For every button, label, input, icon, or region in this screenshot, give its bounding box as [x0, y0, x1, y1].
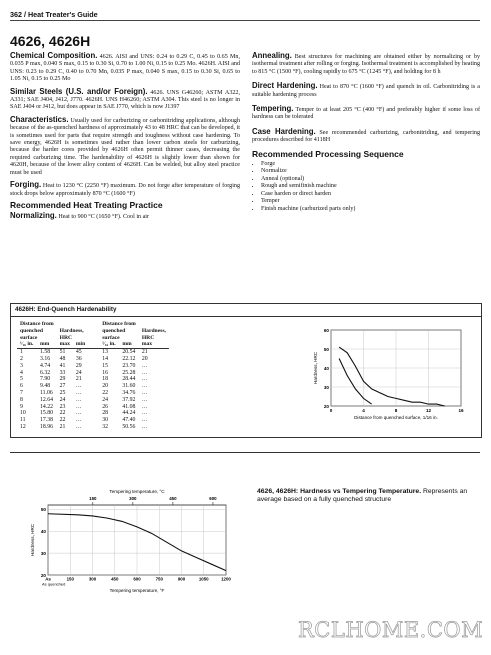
table-cell: 44.24 — [122, 410, 136, 417]
table-cell: 1.58 — [40, 349, 51, 356]
col-unit-min: min — [75, 341, 86, 348]
table-cell: … — [75, 389, 82, 396]
col-unit-mm: mm — [40, 341, 50, 348]
forging-title: Forging. — [10, 180, 42, 190]
table-cell: 3 — [20, 362, 23, 369]
table-cell: 21 — [141, 349, 148, 356]
col-head-quenched: quenched — [20, 327, 44, 334]
table-cell: 29 — [59, 376, 66, 383]
table-cell: … — [141, 369, 148, 376]
y-tick-label: 40 — [40, 529, 46, 535]
table-cell: 4 — [20, 369, 23, 376]
table-cell: … — [75, 423, 82, 430]
annealing — [252, 52, 480, 76]
case-hardening-title: Case Hardening. — [252, 126, 316, 136]
forging-text: Heat to 1230 °C (2250 °F) maximum. Do not forge after temperature of forging stock drops below approximately 870 °C (1600 °F) — [10, 183, 240, 197]
table-cell: 17.38 — [40, 417, 54, 424]
table-cell: 23 — [59, 403, 66, 410]
col-head-distance: Distance from — [20, 321, 54, 327]
col-unit-in: ¹⁄₁₆ in. — [20, 341, 34, 348]
table-cell: 12 — [20, 423, 26, 430]
table-cell: 18.96 — [40, 423, 54, 430]
tempering-caption — [257, 488, 477, 504]
table-cell: 11.06 — [40, 389, 53, 396]
chemical-composition-text: 4626. AISI and UNS: 0.24 to 0.29 C, 0.45 to 0.65 Mn, 0.035 P max, 0.040 S max, 0.15 to 0.30 Si, 0.70 to 1.00 Ni, 0.15 to 0.25 Mo. 4626H. AISI and UNS: 0.23 to 0.29 C, 0.40 to 0.70 Mn, 0.035 P max, 0.040 S max, 0.15 to 0.30 Si, 0.65 to 1.05 Ni, 0.15 to 0.25 Mo — [10, 54, 240, 83]
table-cell: 22 — [59, 417, 66, 424]
table-cell: 27 — [59, 383, 66, 390]
table-cell: 26 — [102, 403, 108, 410]
col-unit-in-2: ¹⁄₁₆ in. — [102, 341, 116, 348]
table-cell: 20 — [102, 383, 108, 390]
y-axis-label: Hardness, HRC — [313, 351, 318, 385]
table-cell: 41.08 — [122, 403, 136, 410]
annealing-text: Best structures for machining are obtained either by normalizing or by isothermal treatment after rolling or forging. Isothermal treatment is accomplished by heating to 815 °C (1500 °F), cooling rapidly to 675 °C (1245 °F), and holding for 8 h — [252, 54, 480, 75]
col-head-distance-2: Distance from — [102, 321, 136, 327]
list-item: • Case harden or direct harden — [261, 191, 480, 198]
hardenability-title: 4626H: End-Quench Hardenability — [15, 306, 117, 313]
table-cell: 28.44 — [122, 376, 136, 383]
direct-hardening — [252, 82, 480, 99]
x-tick-label: 750 — [155, 576, 163, 582]
table-cell: 6.32 — [40, 369, 51, 376]
table-cell: 13 — [102, 349, 108, 356]
table-cell: 41 — [59, 362, 66, 369]
table-cell: … — [141, 417, 148, 424]
list-item: • Finish machine (carburized parts only) — [261, 206, 480, 213]
table-cell: … — [141, 376, 148, 383]
case-hardening-text: See recommended carburizing, carbonitriding, and tempering procedures described for 4118H — [252, 129, 480, 144]
table-cell: 12.64 — [40, 396, 54, 403]
x-axis-label: Distance from quenched surface, 1/16 in. — [354, 415, 438, 420]
normalizing-text: Heat to 900 °C (1650 °F). Cool in air — [56, 214, 150, 221]
y-tick-label: 50 — [323, 346, 329, 352]
table-cell: 33 — [59, 369, 66, 376]
heat-treating-heading: Recommended Heat Treating Practice — [10, 199, 163, 210]
table-cell: … — [75, 396, 82, 403]
list-item: • Normalize — [261, 168, 480, 175]
x-tick-label: 0 — [329, 408, 333, 413]
case-hardening — [252, 128, 480, 145]
col-head-quenched-2: quenched — [102, 327, 126, 334]
table-cell: 1 — [20, 349, 23, 356]
table-cell: 14.22 — [40, 403, 54, 410]
table-cell: 45 — [75, 349, 82, 356]
header-rule — [10, 20, 480, 21]
table-row — [17, 424, 169, 431]
table-cell: … — [141, 410, 148, 417]
direct-hardening-title: Direct Hardening. — [252, 81, 318, 91]
col-head-hardness-2: Hardness, — [141, 327, 166, 334]
list-item: • Rough and semifinish machine — [261, 183, 480, 190]
page-title: 4626, 4626H — [10, 33, 91, 49]
table-cell: … — [75, 417, 82, 424]
table-cell: 48 — [59, 355, 66, 362]
table-cell: 25.28 — [122, 369, 136, 376]
table-cell: 15 — [102, 362, 108, 369]
table-cell: 21 — [59, 423, 66, 430]
table-row — [17, 370, 169, 377]
tempering-caption-text: Represents an average based on a fully quenched structure — [257, 488, 468, 503]
similar-steels — [10, 88, 240, 112]
hardenability-chart — [311, 320, 471, 432]
table-cell: 47.40 — [122, 417, 136, 424]
table-cell: … — [141, 423, 148, 430]
x-tick-label: 12 — [425, 408, 432, 413]
table-cell: 24 — [102, 396, 108, 403]
x-tick-label: 300 — [88, 576, 97, 582]
table-row — [17, 376, 169, 383]
table-row — [17, 397, 169, 404]
x-tick-label: 8 — [394, 408, 398, 413]
table-cell: 22.12 — [122, 355, 136, 362]
chemical-composition — [10, 52, 240, 84]
table-cell: … — [141, 396, 148, 403]
tempering-title: Tempering. — [252, 104, 294, 114]
table-cell: 31.60 — [122, 383, 136, 390]
table-cell: … — [141, 389, 148, 396]
tempering-chart — [28, 485, 233, 595]
table-cell: 9.48 — [40, 383, 51, 390]
table-row — [17, 410, 169, 417]
list-item: • Forge — [261, 161, 480, 168]
as-quenched-label: As quenched — [42, 581, 66, 587]
similar-steels-title: Similar Steels (U.S. and/or Foreign). — [10, 86, 148, 96]
x-tick-label: 150 — [66, 576, 74, 582]
table-cell: 25 — [59, 389, 66, 396]
table-row — [17, 349, 169, 356]
similar-steels-text: 4626. UNS G46260; ASTM A322, A331; SAE J404, J412, J770. 4626H. UNS H46260; ASTM A304. This steel is no longer in SAE J404 or J412, but does appear in SAE J770, which is now J1397 — [10, 89, 240, 111]
table-cell: 20 — [141, 355, 148, 362]
table-cell: 30 — [102, 417, 108, 424]
col-unit-mm-2: mm — [122, 341, 132, 348]
table-cell: 36 — [75, 355, 82, 362]
processing-sequence-heading: Recommended Processing Sequence — [252, 148, 404, 159]
x-tick-label: As — [45, 576, 51, 582]
table-row — [17, 404, 169, 411]
top-tick-label: 300 — [129, 496, 137, 501]
y-tick-label: 20 — [323, 403, 329, 409]
watermark: RCLHOME.COM — [298, 618, 484, 642]
col-head-blank-2 — [139, 321, 169, 328]
table-cell: 14 — [102, 355, 108, 362]
table-cell: 18 — [102, 376, 108, 383]
x-tick-label: 4 — [362, 408, 365, 413]
table-cell: … — [75, 403, 82, 410]
table-cell: 4.74 — [40, 362, 51, 369]
table-cell: 28 — [102, 410, 108, 417]
table-cell: 3.16 — [40, 355, 51, 362]
hardenability-body — [17, 349, 169, 431]
y-tick-label: 20 — [40, 572, 46, 578]
table-row — [17, 417, 169, 424]
table-cell: 7 — [20, 389, 23, 396]
table-cell: 22 — [59, 410, 66, 417]
table-row — [17, 356, 169, 363]
table-cell: 50.56 — [122, 423, 136, 430]
table-row — [17, 390, 169, 397]
table-cell: 16 — [102, 369, 108, 376]
table-cell: 6 — [20, 383, 23, 390]
top-axis-label: Tempering temperature, °C — [109, 489, 165, 494]
normalizing-title: Normalizing. — [10, 211, 57, 221]
tempering-caption-title: 4626, 4626H: Hardness vs Tempering Temperature. — [257, 488, 422, 495]
table-cell: 23.70 — [122, 362, 136, 369]
y-tick-label: 50 — [40, 507, 46, 513]
table-cell: 15.80 — [40, 410, 54, 417]
table-cell: 32 — [102, 423, 108, 430]
table-cell: 8 — [20, 396, 23, 403]
table-cell: … — [141, 403, 148, 410]
characteristics — [10, 116, 240, 177]
y-tick-label: 30 — [323, 384, 329, 390]
col-head-hrc-2: HRC — [141, 334, 155, 341]
y-tick-label: 40 — [323, 365, 329, 371]
col-head-surface: surface — [20, 334, 38, 341]
x-axis-label: Tempering temperature, °F — [109, 588, 165, 593]
table-cell: 24 — [59, 396, 66, 403]
chemical-composition-title: Chemical Composition. — [10, 51, 98, 60]
characteristics-title: Characteristics. — [10, 114, 69, 124]
x-tick-label: 1050 — [198, 576, 209, 582]
x-tick-label: 900 — [177, 576, 186, 582]
y-tick-label: 60 — [323, 327, 329, 333]
hardenability-rule — [11, 316, 481, 317]
table-cell: 37.92 — [122, 396, 136, 403]
x-tick-label: 16 — [458, 408, 464, 413]
page-header: 362 / Heat Treater's Guide — [10, 10, 98, 19]
table-cell: 20.54 — [122, 349, 136, 356]
table-cell: 24 — [75, 369, 82, 376]
left-column — [10, 52, 240, 226]
col-unit-max-2: max — [141, 341, 153, 348]
top-tick-label: 450 — [169, 496, 177, 501]
list-item: • Anneal (optional) — [261, 176, 480, 183]
table-cell: 34.76 — [122, 389, 136, 396]
processing-sequence-list — [252, 161, 480, 213]
table-cell: 2 — [20, 355, 23, 362]
y-axis-label: Hardness, HRC — [30, 523, 35, 557]
table-cell: 51 — [59, 349, 66, 356]
col-head-hardness: Hardness, — [59, 327, 84, 334]
table-cell: 10 — [20, 410, 26, 417]
right-column — [252, 52, 480, 213]
x-tick-label: 450 — [111, 576, 119, 582]
forging — [10, 181, 240, 198]
table-cell: … — [75, 383, 82, 390]
table-cell: 5 — [20, 376, 23, 383]
characteristics-text: Usually used for carburizing or carbonitriding applications, although because of the as-quenched hardness of approximately 43 to 48 HRC that can be developed, it is sometimes used for parts that require strength and toughness without case hardening. To save energy, 4626H is sometimes used rather than lower carbon steels for carburizing, because the harder cores provided by 4626H often permit thinner cases, decreasing the required carburizing time. The hardenability of 4626H is slightly lower than shown for 4620H, because of the lower alloy content of 4626H. Can be welded, but alloy steel practice must be used — [10, 117, 240, 176]
direct-hardening-text: Heat to 870 °C (1600 °F) and quench in oil. Carbonitriding is a suitable hardening process — [252, 84, 480, 98]
annealing-title: Annealing. — [252, 51, 292, 60]
table-cell: 22 — [102, 389, 108, 396]
hardenability-box — [10, 303, 482, 438]
x-tick-label: 1200 — [221, 576, 231, 582]
x-tick-label: 600 — [133, 576, 141, 582]
list-item: • Temper — [261, 198, 480, 205]
max-hardness-line — [339, 347, 445, 406]
normalizing — [10, 212, 240, 221]
y-tick-label: 30 — [40, 550, 46, 556]
col-head-blank — [57, 321, 89, 328]
table-row — [17, 383, 169, 390]
table-cell: 7.90 — [40, 376, 51, 383]
table-cell: … — [141, 383, 148, 390]
top-tick-label: 600 — [209, 496, 217, 501]
tempering-text: Temper to at least 205 °C (400 °F) and preferably higher if some loss of hardness can be tolerated — [252, 107, 480, 121]
table-cell: 21 — [75, 376, 82, 383]
table-cell: … — [141, 362, 148, 369]
hardenability-table — [17, 321, 169, 431]
table-cell: … — [75, 410, 82, 417]
table-row — [17, 363, 169, 370]
col-head-hrc: HRC — [59, 334, 73, 341]
table-cell: 9 — [20, 403, 23, 410]
tempering — [252, 105, 480, 122]
table-cell: 11 — [20, 417, 26, 424]
table-cell: 29 — [75, 362, 82, 369]
col-unit-max: max — [59, 341, 70, 348]
top-tick-label: 150 — [89, 496, 97, 501]
col-head-surface-2: surface — [102, 334, 120, 341]
